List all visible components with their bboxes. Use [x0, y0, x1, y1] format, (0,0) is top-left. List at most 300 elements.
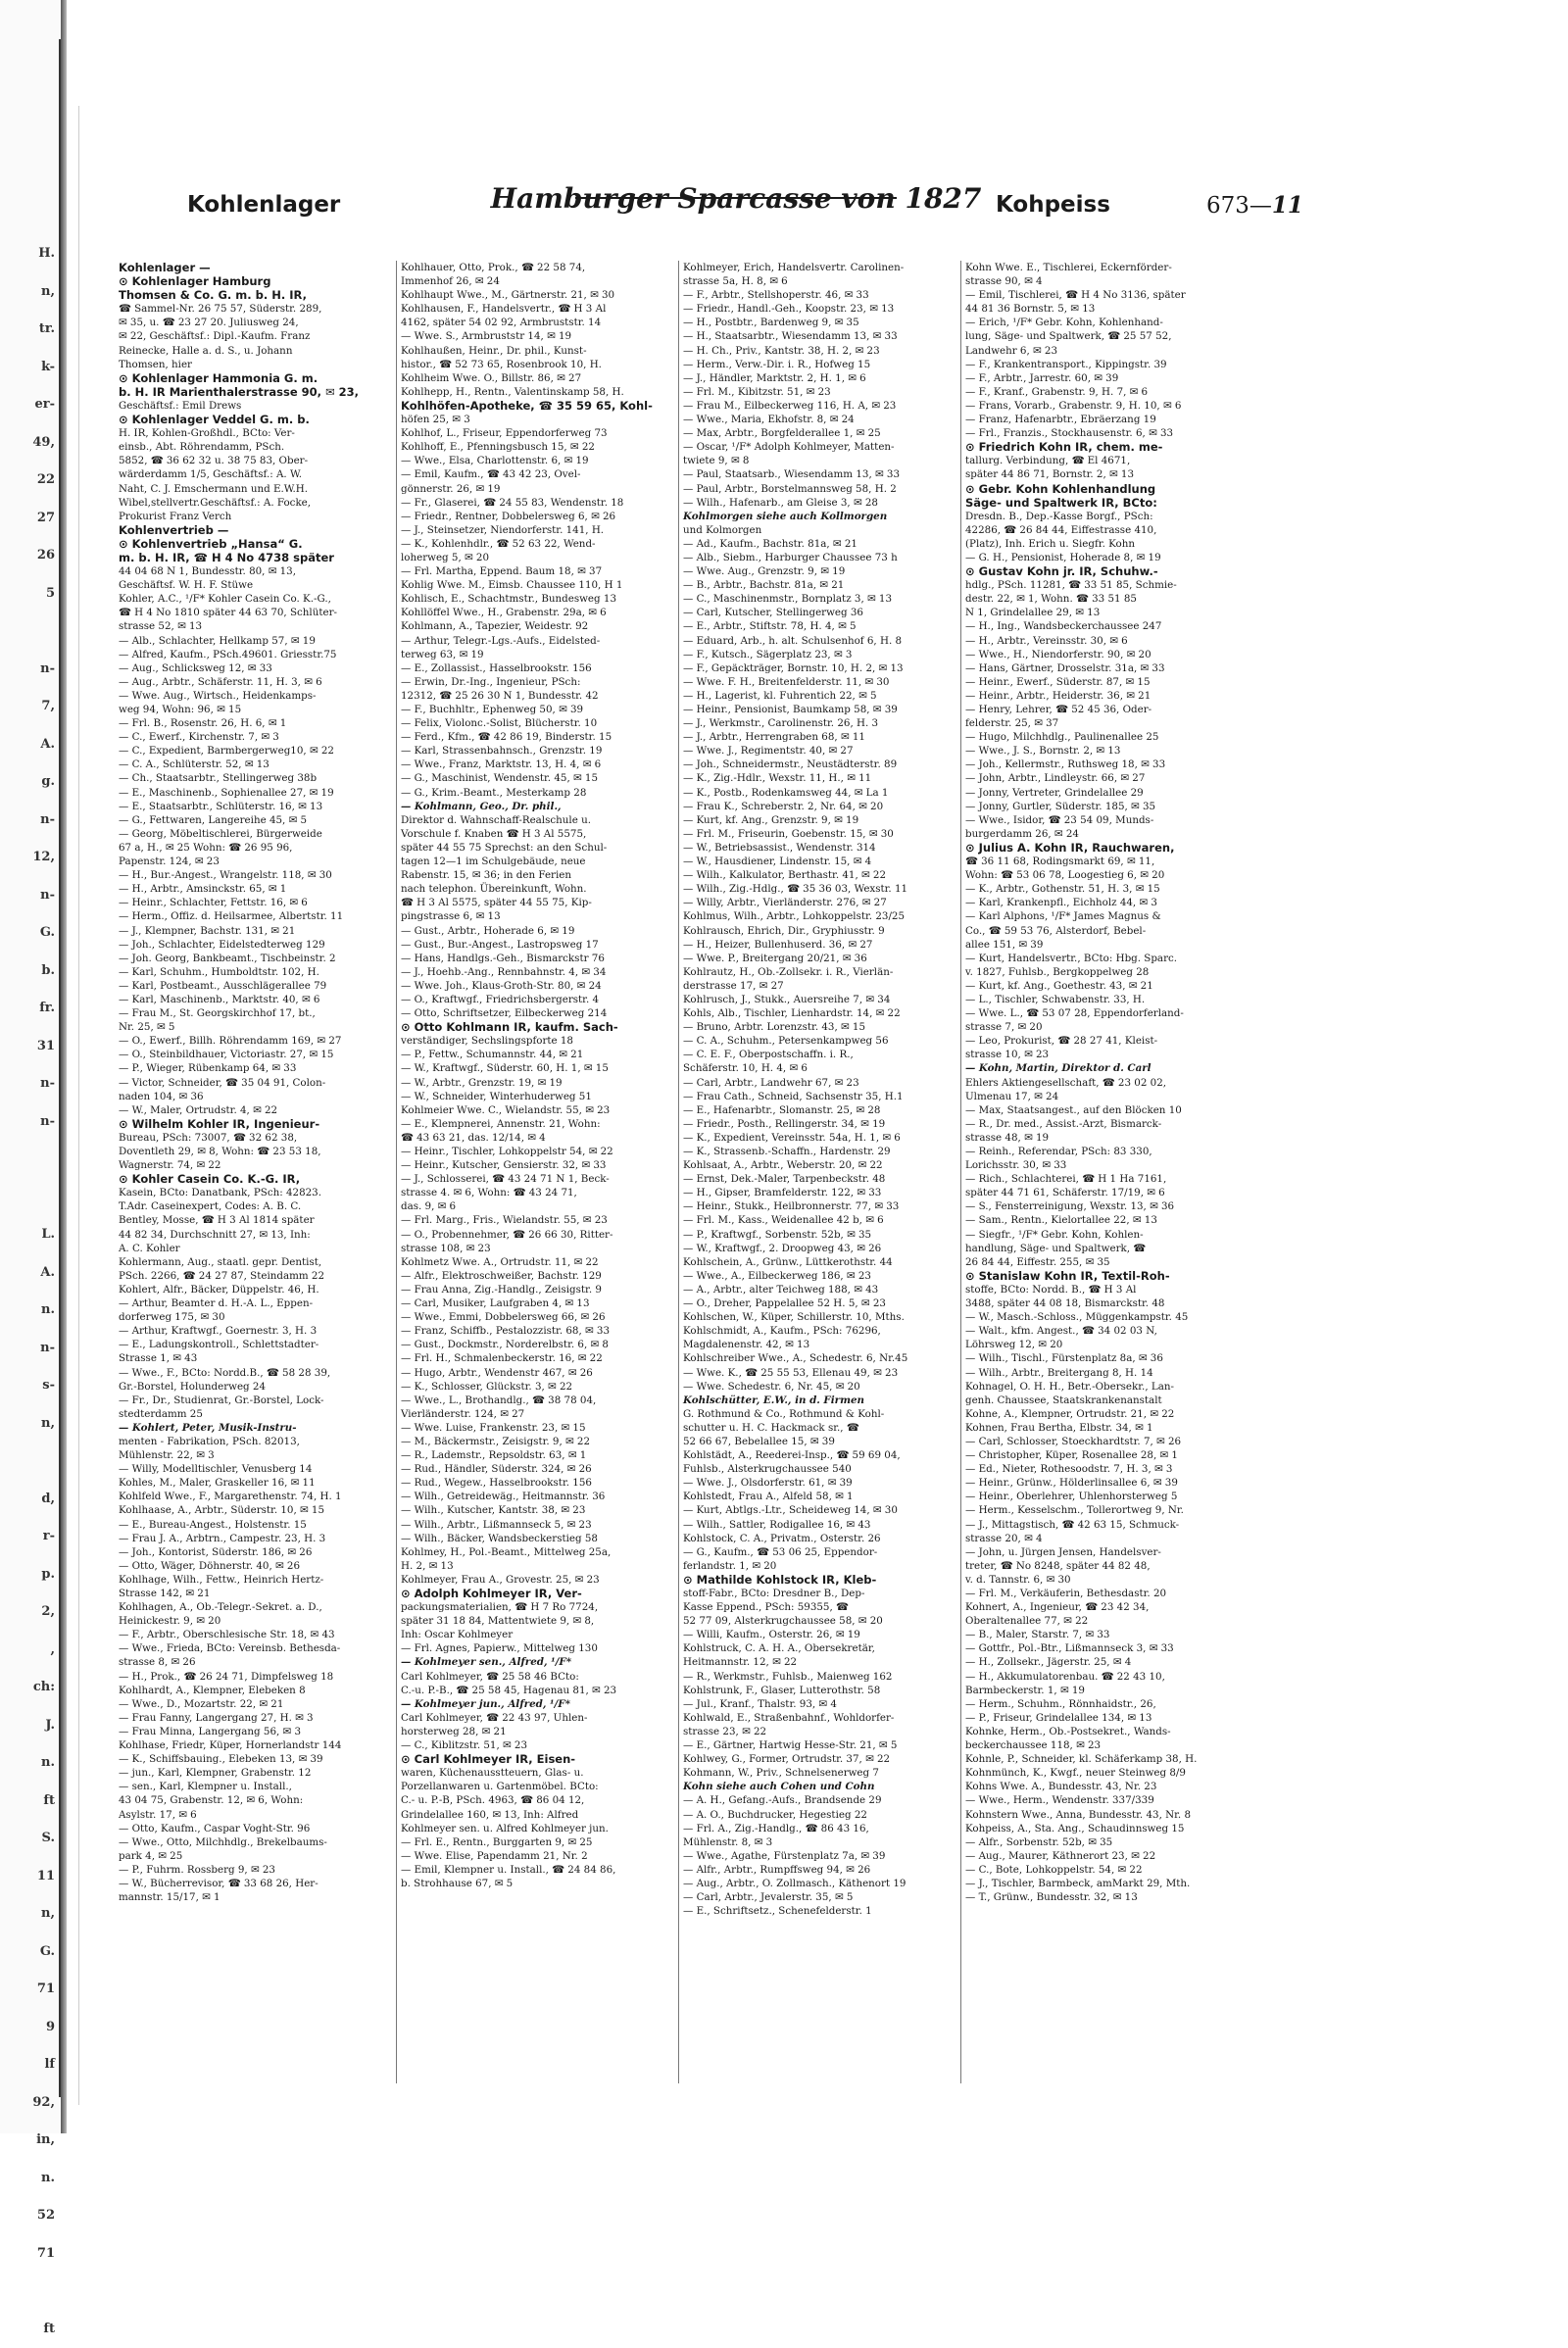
directory-entry-line: — Wilh., Zig.-Hdlg., ☎ 35 36 03, Wexstr. 11 [683, 883, 908, 896]
directory-entry-line: Kohlschmidt, A., Kaufm., PSch: 76296, [683, 1325, 881, 1338]
directory-entry-line: handlung, Säge- und Spaltwerk, ☎ [965, 1242, 1147, 1254]
directory-entry-line: Kohlstruck, C. A. H. A., Obersekretär, [683, 1642, 875, 1655]
directory-entry-line: Asylstr. 17, ✉ 6 [119, 1808, 197, 1821]
directory-entry-line: Kohlhagen, A., Ob.-Telegr.-Sekret. a. D., [119, 1601, 322, 1614]
directory-page [78, 106, 1510, 2105]
directory-entry-line: — E., Schriftsetz., Schenefelderstr. 1 [683, 1905, 872, 1918]
directory-entry-line: — Frans, Vorarb., Grabenstr. 9, H. 10, ✉ 6 [965, 399, 1182, 412]
directory-entry-line: menten - Fabrikation, PSch. 82013, [119, 1435, 300, 1447]
directory-entry-line: — Hugo, Milchhdlg., Paulinenallee 25 [965, 731, 1159, 744]
directory-entry-line: Porzellanwaren u. Gartenmöbel. BCto: [401, 1781, 599, 1793]
directory-entry-line: ⊙ Friedrich Kohn IR, chem. me- [965, 440, 1163, 455]
directory-entry-line: destr. 22, ✉ 1, Wohn. ☎ 33 51 85 [965, 593, 1137, 606]
directory-entry-line: strasse 48, ✉ 19 [965, 1131, 1050, 1144]
directory-entry-line: — Frl. B., Rosenstr. 26, H. 6, ✉ 1 [119, 717, 287, 730]
directory-entry-line: Kohlhaase, A., Arbtr., Süderstr. 10, ✉ 15 [119, 1504, 325, 1517]
directory-entry-line: Ehlers Aktiengesellschaft, ☎ 23 02 02, [965, 1076, 1167, 1089]
directory-entry-line: — Wwe., Franz, Marktstr. 13, H. 4, ✉ 6 [401, 758, 602, 771]
directory-entry-line: — Wilh., Kalkulator, Berthastr. 41, ✉ 22 [683, 869, 887, 882]
directory-entry-line: stoff-Fabr., BCto: Dresdner B., Dep- [683, 1588, 865, 1599]
directory-entry-line: ☎ 43 63 21, das. 12/14, ✉ 4 [401, 1131, 546, 1144]
directory-entry-line: — C. A., Schuhm., Petersenkampweg 56 [683, 1035, 889, 1048]
directory-entry-line: — K., Schlosser, Glückstr. 3, ✉ 22 [401, 1380, 573, 1393]
directory-entry-line: — Wilh., Tischl., Fürstenplatz 8a, ✉ 36 [965, 1352, 1163, 1365]
directory-entry-line: Kohlstrunk, F., Glaser, Lutterothstr. 58 [683, 1684, 881, 1696]
directory-entry-line: Kohn siehe auch Cohen und Cohn [683, 1781, 875, 1793]
directory-entry-line: — Wwe. J., Olsdorferstr. 61, ✉ 39 [683, 1477, 853, 1490]
directory-entry-line: — G., Kaufm., ☎ 53 06 25, Eppendor- [683, 1545, 878, 1558]
directory-entry-line: A. C. Kohler [119, 1242, 180, 1254]
header-right-keyword: Kohpeiss [996, 192, 1110, 218]
header-left-keyword: Kohlenlager [187, 192, 341, 218]
directory-entry-line: Kohlrusch, J., Stukk., Auersreihe 7, ✉ 34 [683, 993, 891, 1005]
directory-entry-line: 26 84 44, Eiffestr. 255, ✉ 35 [965, 1255, 1110, 1268]
directory-entry-line: Magdalenenstr. 42, ✉ 13 [683, 1339, 810, 1351]
directory-entry-line: — F., Kranf., Grabenstr. 9, H. 7, ✉ 6 [965, 385, 1149, 398]
directory-entry-line: — Rud., Wegew., Hasselbrookstr. 156 [401, 1477, 592, 1490]
directory-entry-line: 52 66 67, Bebelallee 15, ✉ 39 [683, 1435, 835, 1447]
directory-entry-line: — Alfred, Kaufm., PSch.49601. Griesstr.75 [119, 648, 337, 660]
directory-entry-line: — Carl, Arbtr., Landwehr 67, ✉ 23 [683, 1076, 859, 1089]
directory-entry-line: — G., Fettwaren, Langereihe 45, ✉ 5 [119, 813, 308, 826]
directory-entry-line: — G., Maschinist, Wendenstr. 45, ✉ 15 [401, 772, 598, 785]
directory-entry-line: — Wwe. Aug., Wirtsch., Heidenkamps- [119, 689, 317, 702]
directory-entry-line: ⊙ Kohlenvertrieb „Hansa“ G. [119, 536, 303, 551]
directory-entry-line: — H., Lagerist, kl. Fuhrentich 22, ✉ 5 [683, 689, 877, 702]
directory-entry-line: — Frl. Marg., Fris., Wielandstr. 55, ✉ 23 [401, 1214, 608, 1227]
directory-entry-line: — Franz, Schiffb., Pestalozzistr. 68, ✉ 33 [401, 1325, 611, 1338]
directory-entry-line: ☎ Sammel-Nr. 26 75 57, Süderstr. 289, [119, 303, 322, 316]
directory-entry-line: Nr. 25, ✉ 5 [119, 1021, 175, 1034]
directory-entry-line: — Heinr., Tischler, Lohkoppelstr 54, ✉ 22 [401, 1146, 613, 1157]
directory-entry-line: — Franz, Hafenarbtr., Ebräerzang 19 [965, 414, 1156, 426]
directory-entry-line: Kohnke, Herm., Ob.-Postsekret., Wands- [965, 1725, 1171, 1737]
book-spine [61, 0, 67, 2133]
directory-entry-line: strasse 7, ✉ 20 [965, 1021, 1043, 1034]
directory-entry-line: — F., Arbtr., Oberschlesische Str. 18, ✉ 43 [119, 1629, 335, 1641]
directory-entry-line: — Emil, Kaufm., ☎ 43 42 23, Ovel- [401, 468, 581, 481]
column-1 [119, 261, 391, 2083]
directory-entry-line: weg 94, Wohn: 96, ✉ 15 [119, 704, 242, 715]
directory-entry-line: ⊙ Kohler Casein Co. K.-G. IR, [119, 1172, 301, 1187]
directory-entry-line: Carl Kohlmeyer, ☎ 22 43 97, Uhlen- [401, 1711, 588, 1724]
directory-entry-line: Strasse 1, ✉ 43 [119, 1352, 198, 1365]
directory-entry-line: — Karl Alphons, ¹/F* James Magnus & [965, 910, 1161, 923]
directory-entry-line: — Kurt, Abtlgs.-Ltr., Scheideweg 14, ✉ 30 [683, 1504, 898, 1517]
directory-entry-line: Inh: Oscar Kohlmeyer [401, 1629, 514, 1641]
directory-entry-line: — O., Kraftwgf., Friedrichsbergerstr. 4 [401, 993, 600, 1005]
directory-entry-line: — J., Werkmstr., Carolinenstr. 26, H. 3 [683, 717, 879, 730]
directory-entry-line: — W., Masch.-Schloss., Müggenkampstr. 45 [965, 1311, 1189, 1324]
directory-entry-line: — P., Friseur, Grindelallee 134, ✉ 13 [965, 1711, 1152, 1724]
directory-entry-line: Säge- und Spaltwerk IR, BCto: [965, 495, 1157, 510]
directory-entry-line: — B., Arbtr., Bachstr. 81a, ✉ 21 [683, 579, 845, 592]
directory-entry-line: Direktor d. Wahnschaff-Realschule u. [401, 813, 591, 826]
directory-entry-line: — Willi, Kaufm., Osterstr. 26, ✉ 19 [683, 1629, 860, 1641]
directory-entry-line: — E., Bureau-Angest., Holstenstr. 15 [119, 1518, 307, 1531]
directory-entry-line: Kohlwald, E., Straßenbahnf., Wohldorfer- [683, 1711, 895, 1724]
directory-entry-line: — Joh., Schlachter, Eidelstedterweg 129 [119, 938, 325, 951]
directory-entry-line: — J., Tischler, Barmbeck, amMarkt 29, Mth. [965, 1877, 1191, 1889]
directory-entry-line: nach telephon. Übereinkunft, Wohn. [401, 883, 587, 896]
directory-entry-line: — Frau Minna, Langergang 56, ✉ 3 [119, 1725, 302, 1737]
directory-entry-line: — Joh., Schneidermstr., Neustädterstr. 89 [683, 758, 898, 771]
directory-entry-line: Kohlmey, H., Pol.-Beamt., Mittelweg 25a, [401, 1545, 612, 1558]
directory-entry-line: ⊙ Gebr. Kohn Kohlenhandlung [965, 481, 1156, 496]
directory-entry-line: — sen., Karl, Klempner u. Install., [119, 1781, 292, 1793]
directory-entry-line: — Herm., Schuhm., Rönnhaidstr., 26, [965, 1697, 1156, 1710]
directory-entry-line: schutter u. H. C. Hackmack sr., ☎ [683, 1421, 859, 1434]
directory-entry-line: — John, Arbtr., Lindleystr. 66, ✉ 27 [965, 772, 1146, 785]
directory-entry-line: — E., Klempnerei, Annenstr. 21, Wohn: [401, 1117, 601, 1130]
directory-entry-line: tallurg. Verbindung, ☎ El 4671, [965, 455, 1131, 467]
directory-entry-line: — Wwe., Agathe, Fürstenplatz 7a, ✉ 39 [683, 1849, 886, 1862]
directory-entry-line: — jun., Karl, Klempner, Grabenstr. 12 [119, 1767, 312, 1780]
directory-entry-line: — Frl. A., Zig.-Handlg., ☎ 86 43 16, [683, 1822, 869, 1834]
directory-entry-line: — J., Händler, Marktstr. 2, H. 1, ✉ 6 [683, 371, 866, 384]
directory-entry-line: Rabenstr. 15, ✉ 36; in den Ferien [401, 869, 572, 882]
directory-entry-line: — Carl, Arbtr., Jevalerstr. 35, ✉ 5 [683, 1891, 854, 1904]
directory-entry-line: — H., Zollsekr., Jägerstr. 25, ✉ 4 [965, 1656, 1132, 1669]
directory-entry-line: — Fr., Dr., Studienrat, Gr.-Borstel, Lock- [119, 1394, 324, 1406]
directory-entry-line: — H., Postbtr., Bardenweg 9, ✉ 35 [683, 317, 859, 329]
directory-entry-line: — F., Buchhltr., Ephenweg 50, ✉ 39 [401, 704, 584, 715]
directory-entry-line: — Kurt, kf. Ang., Goethestr. 43, ✉ 21 [965, 979, 1153, 992]
directory-entry-line: — Herm., Kesselschm., Tollerortweg 9, Nr. [965, 1504, 1184, 1517]
directory-entry-line: — Felix, Violonc.-Solist, Blücherstr. 10 [401, 717, 598, 730]
directory-entry-line: — Hans, Handlgs.-Geh., Bismarckstr 76 [401, 952, 605, 964]
directory-entry-line: — K., Schiffsbauing., Elebeken 13, ✉ 39 [119, 1753, 323, 1766]
directory-entry-line: N 1, Grindelallee 29, ✉ 13 [965, 607, 1101, 619]
directory-entry-line: und Kolmorgen [683, 523, 762, 536]
directory-entry-line: — Arthur, Kraftwgf., Goernestr. 3, H. 3 [119, 1325, 318, 1338]
directory-entry-line: Landwehr 6, ✉ 23 [965, 344, 1058, 357]
directory-entry-line: — K., Arbtr., Gothenstr. 51, H. 3, ✉ 15 [965, 883, 1160, 896]
directory-entry-line: — Kurt, Handelsvertr., BCto: Hbg. Sparc. [965, 952, 1178, 964]
directory-entry-line: PSch. 2266, ☎ 24 27 87, Steindamm 22 [119, 1269, 325, 1282]
directory-entry-line: — Henry, Lehrer, ☎ 52 45 36, Oder- [965, 704, 1152, 715]
directory-entry-line: — Wwe. J., Regimentstr. 40, ✉ 27 [683, 745, 854, 758]
directory-entry-line: — E., Arbtr., Stiftstr. 78, H. 4, ✉ 5 [683, 620, 857, 633]
directory-entry-line: — W., Betriebsassist., Wendenstr. 314 [683, 841, 876, 854]
directory-entry-line: Vorschule f. Knaben ☎ H 3 Al 5575, [401, 827, 587, 840]
directory-entry-line: — F., Arbtr., Jarrestr. 60, ✉ 39 [965, 371, 1119, 384]
directory-entry-line: — H., Bur.-Angest., Wrangelstr. 118, ✉ 30 [119, 869, 332, 882]
directory-entry-line: — Wwe., J. S., Bornstr. 2, ✉ 13 [965, 745, 1121, 758]
directory-entry-line: — Heinr., Oberlehrer, Uhlenhorsterweg 5 [965, 1491, 1178, 1503]
directory-entry-line: hdlg., PSch. 11281, ☎ 33 51 85, Schmie- [965, 579, 1177, 592]
directory-entry-line: Kohlstock, C. A., Privatm., Osterstr. 26 [683, 1532, 881, 1544]
directory-entry-line: H. 2, ✉ 13 [401, 1559, 454, 1572]
directory-entry-line: Kohlrausch, Ehrich, Dir., Gryphiusstr. 9 [683, 924, 885, 937]
directory-entry-line: — S., Fensterreinigung, Wexstr. 13, ✉ 36 [965, 1200, 1175, 1213]
directory-entry-line: 67 a, H., ✉ 25 Wohn: ☎ 26 95 96, [119, 841, 293, 854]
directory-entry-line: — Frau Fanny, Langergang 27, H. ✉ 3 [119, 1711, 314, 1724]
directory-entry-line: — P., Fuhrm. Rossberg 9, ✉ 23 [119, 1863, 275, 1876]
directory-entry-line: — Frau K., Schreberstr. 2, Nr. 64, ✉ 20 [683, 800, 884, 812]
directory-entry-line: Kohnagel, O. H. H., Betr.-Obersekr., Lan- [965, 1380, 1174, 1393]
directory-entry-line: — W., Kraftwgf., Süderstr. 60, H. 1, ✉ 15 [401, 1062, 609, 1075]
directory-entry-line: 44 81 36 Bornstr. 5, ✉ 13 [965, 303, 1096, 316]
directory-entry-line: — P., Kraftwgf., Sorbenstr. 52b, ✉ 35 [683, 1228, 872, 1241]
directory-entry-line: — B., Maler, Starstr. 7, ✉ 33 [965, 1629, 1110, 1641]
facing-page-edge [0, 39, 62, 2336]
directory-entry-line: — Wilh., Bäcker, Wandsbeckerstieg 58 [401, 1532, 598, 1544]
directory-entry-line: ☎ H 3 Al 5575, später 44 55 75, Kip- [401, 897, 592, 909]
page-header [109, 165, 1481, 233]
directory-entry-line: Co., ☎ 59 53 76, Alsterdorf, Bebel- [965, 924, 1147, 937]
directory-entry-line: Kohlstädt, A., Reederei-Insp., ☎ 59 69 04, [683, 1449, 901, 1462]
directory-entry-line: Heitmannstr. 12, ✉ 22 [683, 1656, 798, 1669]
directory-entry-line: — Heinr., Stukk., Heilbronnerstr. 77, ✉ 33 [683, 1200, 900, 1213]
directory-entry-line: — Leo, Prokurist, ☎ 28 27 41, Kleist- [965, 1035, 1158, 1048]
directory-entry-line: später 44 71 61, Schäferstr. 17/19, ✉ 6 [965, 1187, 1165, 1199]
directory-entry-line: — Rud., Händler, Süderstr. 324, ✉ 26 [401, 1463, 592, 1476]
directory-entry-line: — O., Dreher, Pappelallee 52 H. 5, ✉ 23 [683, 1297, 886, 1310]
directory-entry-line: treter, ☎ No 8248, später 44 82 48, [965, 1559, 1151, 1572]
directory-entry-line: — Wwe. L., ☎ 53 07 28, Eppendorferland- [965, 1007, 1184, 1020]
directory-entry-line: — Jul., Kranf., Thalstr. 93, ✉ 4 [683, 1697, 837, 1710]
directory-entry-line: — G., Krim.-Beamt., Mesterkamp 28 [401, 786, 587, 799]
column-divider [960, 261, 961, 2083]
directory-entry-line: — H., Prok., ☎ 26 24 71, Dimpfelsweg 18 [119, 1670, 334, 1683]
directory-entry-line: Kohlhaupt Wwe., M., Gärtnerstr. 21, ✉ 30 [401, 289, 615, 302]
directory-entry-line: waren, Küchenausstteuern, Glas- u. [401, 1767, 584, 1780]
directory-entry-line: — Carl, Musiker, Laufgraben 4, ✉ 13 [401, 1297, 590, 1310]
directory-entry-line: ⊙ Kohlenlager Hammonia G. m. [119, 370, 318, 385]
directory-entry-line: — K., Zig.-Hdlr., Wexstr. 11, H., ✉ 11 [683, 772, 872, 785]
directory-entry-line: — Frau J. A., Arbtrn., Campestr. 23, H. 3 [119, 1532, 326, 1544]
directory-entry-line: — M., Bäckermstr., Zeisigstr. 9, ✉ 22 [401, 1435, 591, 1447]
directory-entry-line: Kasse Eppend., PSch: 59355, ☎ [683, 1601, 849, 1614]
directory-entry-line: — Wwe. Elise, Papendamm 21, Nr. 2 [401, 1849, 588, 1862]
directory-entry-line: G. Rothmund & Co., Rothmund & Kohl- [683, 1407, 885, 1420]
directory-entry-line: — Ch., Staatsarbtr., Stellingerweg 38b [119, 772, 318, 785]
directory-entry-line: — Reinh., Referendar, PSch: 83 330, [965, 1146, 1152, 1157]
directory-entry-line: — Wwe. Joh., Klaus-Groth-Str. 80, ✉ 24 [401, 979, 602, 992]
sparcasse-logo [490, 165, 982, 227]
directory-entry-line: — C., Expedient, Barmbergerweg10, ✉ 22 [119, 745, 334, 758]
directory-entry-line: — Fr., Glaserei, ☎ 24 55 83, Wendenstr. 18 [401, 496, 624, 509]
directory-entry-line: — Wwe. F. H., Breitenfelderstr. 11, ✉ 30 [683, 675, 890, 688]
directory-entry-line: Oberaltenallee 77, ✉ 22 [965, 1615, 1089, 1628]
directory-entry-line: 44 82 34, Durchschnitt 27, ✉ 13, Inh: [119, 1228, 311, 1241]
directory-entry-line: Kohnstern Wwe., Anna, Bundesstr. 43, Nr. 8 [965, 1808, 1192, 1821]
directory-entry-line: Immenhof 26, ✉ 24 [401, 275, 500, 288]
directory-entry-line: horsterweg 28, ✉ 21 [401, 1725, 507, 1737]
directory-entry-line: — Gust., Dockmstr., Norderelbstr. 6, ✉ 8 [401, 1339, 609, 1351]
directory-entry-line: — F., Krankentransport., Kippingstr. 39 [965, 358, 1167, 370]
directory-entry-line: — H., Staatsarbtr., Wiesendamm 13, ✉ 33 [683, 330, 898, 343]
directory-entry-line: — Frau M., Eilbeckerweg 116, H. A, ✉ 23 [683, 399, 897, 412]
directory-entry-line: Geschäftsf.: Emil Drews [119, 399, 242, 412]
directory-entry-line: — E., Maschinenb., Sophienallee 27, ✉ 19 [119, 786, 334, 799]
directory-entry-line: — Max, Arbtr., Borgfelderallee 1, ✉ 25 [683, 427, 881, 440]
page-number-suffix: 11 [1271, 192, 1303, 219]
directory-entry-line: — J., Hoehb.-Ang., Rennbahnstr. 4, ✉ 34 [401, 965, 607, 978]
directory-entry-line: Bureau, PSch: 73007, ☎ 32 62 38, [119, 1131, 298, 1144]
directory-entry-line: Kohlmetz Wwe. A., Ortrudstr. 11, ✉ 22 [401, 1255, 599, 1268]
directory-entry-line: — Frl. Agnes, Papierw., Mittelweg 130 [401, 1642, 598, 1655]
directory-entry-line: — Heinr., Kutscher, Gensierstr. 32, ✉ 33 [401, 1159, 607, 1172]
directory-entry-line: — Aug., Arbtr., Schäferstr. 11, H. 3, ✉ 6 [119, 675, 322, 688]
directory-entry-line: — Kohlmeyer sen., Alfred, ¹/F* [401, 1656, 572, 1669]
directory-entry-line: Kohlhausen, F., Handelsvertr., ☎ H 3 Al [401, 303, 607, 316]
directory-entry-line: später 31 18 84, Mattentwiete 9, ✉ 8, [401, 1615, 595, 1628]
directory-entry-line: — W., Maler, Ortrudstr. 4, ✉ 22 [119, 1103, 278, 1116]
directory-entry-line: allee 151, ✉ 39 [965, 938, 1044, 951]
directory-entry-line: — K., Postb., Rodenkamsweg 44, ✉ La 1 [683, 786, 889, 799]
directory-entry-line: — C. A., Schlüterstr. 52, ✉ 13 [119, 758, 270, 771]
directory-entry-line: — Wwe., Maria, Ekhofstr. 8, ✉ 24 [683, 414, 855, 426]
directory-entry-line: Kohlhauer, Otto, Prok., ☎ 22 58 74, [401, 262, 586, 273]
directory-entry-line: — Wwe., L., Brothandlg., ☎ 38 78 04, [401, 1394, 597, 1406]
directory-entry-line: — C., Bote, Lohkoppelstr. 54, ✉ 22 [965, 1863, 1143, 1876]
directory-entry-line: b. H. IR Marienthalerstrasse 90, ✉ 23, [119, 384, 360, 399]
directory-entry-line: — Heinr., Pensionist, Baumkamp 58, ✉ 39 [683, 704, 898, 715]
directory-entry-line: — Frau Cath., Schneid, Sachsenstr 35, H.1 [683, 1090, 904, 1102]
directory-entry-line: 5852, ☎ 36 62 32 u. 38 75 83, Ober- [119, 455, 309, 467]
directory-entry-line: — E., Hafenarbtr., Slomanstr. 25, ✉ 28 [683, 1103, 881, 1116]
directory-entry-line: — Wwe. Schedestr. 6, Nr. 45, ✉ 20 [683, 1380, 860, 1393]
directory-entry-line: lung, Säge- und Spaltwerk, ☎ 25 57 52, [965, 330, 1172, 343]
page-number [1206, 192, 1303, 219]
directory-entry-line: Mühlenstr. 22, ✉ 3 [119, 1449, 215, 1462]
directory-entry-line: Kohlmus, Wilh., Arbtr., Lohkoppelstr. 23/25 [683, 910, 906, 923]
directory-entry-line: ⊙ Stanislaw Kohn IR, Textil-Roh- [965, 1268, 1170, 1283]
directory-entry-line: — Heinr., Arbtr., Heiderstr. 36, ✉ 21 [965, 689, 1152, 702]
directory-entry-line: — Walt., kfm. Angest., ☎ 34 02 03 N, [965, 1325, 1157, 1338]
directory-entry-line: — L., Tischler, Schwabenstr. 33, H. [965, 993, 1146, 1005]
directory-entry-line: histor., ☎ 52 73 65, Rosenbrook 10, H. [401, 358, 602, 370]
directory-entry-line: Kohnen, Frau Bertha, Elbstr. 34, ✉ 1 [965, 1421, 1153, 1434]
directory-entry-line: — Frl., Franzis., Stockhausenstr. 6, ✉ 33 [965, 427, 1174, 440]
directory-entry-line: Kohnert, A., Ingenieur, ☎ 23 42 34, [965, 1601, 1150, 1614]
directory-entry-line: ⊙ Wilhelm Kohler IR, Ingenieur- [119, 1116, 320, 1131]
directory-entry-line: — Friedr., Handl.-Geh., Koopstr. 23, ✉ 13 [683, 303, 895, 316]
directory-entry-line: — Frl. H., Schmalenbeckerstr. 16, ✉ 22 [401, 1352, 603, 1365]
directory-entry-line: Kohlmeyer, Frau A., Grovestr. 25, ✉ 23 [401, 1573, 600, 1586]
directory-entry-line: — Kohn, Martin, Direktor d. Carl [965, 1062, 1152, 1075]
directory-entry-line: 43 04 75, Grabenstr. 12, ✉ 6, Wohn: [119, 1794, 304, 1807]
directory-entry-line: — E., Ladungskontroll., Schlettstadter- [119, 1339, 319, 1351]
directory-entry-line: Kohlhase, Friedr, Küper, Hornerlandstr 144 [119, 1739, 342, 1752]
directory-entry-line: — Carl, Kutscher, Stellingerweg 36 [683, 607, 863, 619]
directory-entry-line: — E., Zollassist., Hasselbrookstr. 156 [401, 661, 592, 674]
directory-entry-line: — Wwe., Herm., Wendenstr. 337/339 [965, 1794, 1154, 1807]
directory-entry-line: ☎ H 4 No 1810 später 44 63 70, Schlüter- [119, 607, 337, 619]
directory-entry-line: — Wwe., H., Niendorferstr. 90, ✉ 20 [965, 648, 1152, 660]
directory-entry-line: Barmbeckerstr. 1, ✉ 19 [965, 1684, 1085, 1696]
directory-entry-line: b. Strohhause 67, ✉ 5 [401, 1877, 514, 1889]
directory-entry-line: — Wwe., D., Mozartstr. 22, ✉ 21 [119, 1697, 284, 1710]
directory-entry-line: Kohpeiss, A., Sta. Ang., Schaudinnsweg 15 [965, 1822, 1185, 1834]
directory-entry-line: — Gottfr., Pol.-Btr., Lißmannseck 3, ✉ 33 [965, 1642, 1174, 1655]
column-3 [683, 261, 956, 2083]
directory-entry-line: — Heinr., Schlachter, Fettstr. 16, ✉ 6 [119, 897, 308, 909]
directory-entry-line: — F., Arbtr., Stellshoperstr. 46, ✉ 33 [683, 289, 869, 302]
directory-entry-line: ⊙ Julius A. Kohn IR, Rauchwaren, [965, 840, 1175, 855]
directory-entry-line: — E., Staatsarbtr., Schlüterstr. 16, ✉ 13 [119, 800, 323, 812]
directory-entry-line: tagen 12—1 im Schulgebäude, neue [401, 856, 586, 868]
directory-entry-line: — Ferd., Kfm., ☎ 42 86 19, Binderstr. 15 [401, 731, 612, 744]
directory-entry-line: — H., Akkumulatorenbau. ☎ 22 43 10, [965, 1670, 1165, 1683]
directory-entry-line: — R., Lademstr., Repsoldstr. 63, ✉ 1 [401, 1449, 587, 1462]
directory-entry-line: — W., Schneider, Winterhuderweg 51 [401, 1090, 592, 1102]
directory-entry-line: Kohlhöfen-Apotheke, ☎ 35 59 65, Kohl- [401, 398, 653, 413]
directory-entry-line: burgerdamm 26, ✉ 24 [965, 827, 1079, 840]
facing-page-text: H. n, tr. k- er- 49, 22 27 26 5 n- 7, A. g. n- 12, n- G. b. fr. 31 n- n- L. A. n. n- s- n, d, r- p. 2, , ch: J. n. ft S. 11 n, G. 71 9 lf 92, in, n. 52 71 ft [32, 246, 55, 2336]
column-2 [401, 261, 673, 2083]
directory-entry-line: ⊙ Kohlenlager Hamburg [119, 274, 271, 289]
directory-entry-line: Kohlsaat, A., Arbtr., Weberstr. 20, ✉ 22 [683, 1159, 883, 1172]
directory-entry-line: Kohlschen, W., Küper, Schillerstr. 10, Mths. [683, 1311, 905, 1324]
directory-entry-line: — Joh., Kontorist, Süderstr. 186, ✉ 26 [119, 1545, 313, 1558]
directory-entry-line: — J., Klempner, Bachstr. 131, ✉ 21 [119, 924, 296, 937]
directory-entry-line: — G. H., Pensionist, Hoherade 8, ✉ 19 [965, 551, 1161, 563]
directory-entry-line: ☎ 36 11 68, Rodingsmarkt 69, ✉ 11, [965, 856, 1155, 868]
directory-columns [119, 261, 1483, 2083]
sparcasse-logo-text: Hamburger Sparcasse von 1827 [490, 182, 982, 215]
directory-entry-line: Kohmann, W., Priv., Schnelsenerweg 7 [683, 1767, 879, 1780]
directory-entry-line: — T., Grünw., Bundesstr. 32, ✉ 13 [965, 1891, 1138, 1904]
directory-entry-line: Dresdn. B., Dep.-Kasse Borgf., PSch: [965, 510, 1153, 522]
directory-entry-line: ⊙ Carl Kohlmeyer IR, Eisen- [401, 1752, 576, 1767]
directory-entry-line: — Arthur, Telegr.-Lgs.-Aufs., Eidelsted- [401, 634, 601, 647]
directory-entry-line: Wohn: ☎ 53 06 78, Loogestieg 6, ✉ 20 [965, 869, 1165, 882]
directory-entry-line: — Kohlmann, Geo., Dr. phil., [401, 800, 562, 812]
directory-entry-line: Prokurist Franz Verch [119, 510, 232, 522]
directory-entry-line: — Jonny, Gurtler, Süderstr. 185, ✉ 35 [965, 800, 1156, 812]
directory-entry-line: — J., Arbtr., Herrengraben 68, ✉ 11 [683, 731, 865, 744]
directory-entry-line: (Platz), Inh. Erich u. Siegfr. Kohn [965, 537, 1136, 550]
directory-entry-line: — P., Wieger, Rübenkamp 64, ✉ 33 [119, 1062, 297, 1075]
directory-entry-line: Kohn Wwe. E., Tischlerei, Eckernförder- [965, 262, 1172, 273]
directory-entry-line: — E., Gärtner, Hartwig Hesse-Str. 21, ✉ 5 [683, 1739, 898, 1752]
directory-entry-line: Kohlmann, A., Tapezier, Weidestr. 92 [401, 620, 589, 633]
directory-entry-line: — F., Kutsch., Sägerplatz 23, ✉ 3 [683, 648, 853, 660]
directory-entry-line: strasse 90, ✉ 4 [965, 275, 1043, 288]
directory-entry-line: Kohlhoff, E., Pfenningsbusch 15, ✉ 22 [401, 441, 595, 454]
directory-entry-line: 42286, ☎ 26 84 44, Eiffestrasse 410, [965, 523, 1157, 536]
directory-entry-line: Kohlig Wwe. M., Eimsb. Chaussee 110, H 1 [401, 579, 623, 592]
directory-entry-line: — Alb., Siebm., Harburger Chaussee 73 h [683, 551, 898, 563]
directory-entry-line: strasse 10, ✉ 23 [965, 1049, 1050, 1061]
directory-entry-line: ✉ 22, Geschäftsf.: Dipl.-Kaufm. Franz [119, 330, 311, 343]
directory-entry-line: — W., Hausdiener, Lindenstr. 15, ✉ 4 [683, 856, 872, 868]
directory-entry-line: — J., Steinsetzer, Niendorferstr. 141, H. [401, 523, 605, 536]
directory-entry-line: das. 9, ✉ 6 [401, 1200, 457, 1213]
directory-entry-line: — Emil, Tischlerei, ☎ H 4 No 3136, später [965, 289, 1186, 302]
directory-entry-line: — Karl, Krankenpfl., Eichholz 44, ✉ 3 [965, 897, 1157, 909]
directory-entry-line: — Eduard, Arb., h. alt. Schulsenhof 6, H. 8 [683, 634, 903, 647]
directory-entry-line: — Frl. M., Verkäuferin, Bethesdastr. 20 [965, 1588, 1167, 1599]
directory-entry-line: — Karl, Maschinenb., Marktstr. 40, ✉ 6 [119, 993, 320, 1005]
directory-entry-line: Geschäftsf. W. H. F. Stüwe [119, 579, 254, 592]
directory-entry-line: — Kurt, kf. Ang., Grenzstr. 9, ✉ 19 [683, 813, 859, 826]
directory-entry-line: Naht, C. J. Emschermann und E.W.H. [119, 482, 309, 495]
directory-entry-line: — Kohlmeyer jun., Alfred, ¹/F* [401, 1697, 570, 1710]
directory-entry-line: Kohnmünch, K., Kwgf., neuer Steinweg 8/9 [965, 1767, 1186, 1780]
directory-entry-line: — Arthur, Beamter d. H.-A. L., Eppen- [119, 1297, 314, 1310]
column-divider [396, 261, 397, 2083]
directory-entry-line: Kohlrautz, H., Ob.-Zollsekr. i. R., Vierlän- [683, 965, 894, 978]
directory-entry-line: 52 77 09, Alsterkrugchaussee 58, ✉ 20 [683, 1615, 883, 1628]
directory-entry-line: Kohlheim Wwe. O., Billstr. 86, ✉ 27 [401, 371, 582, 384]
directory-entry-line: — K., Expedient, Vereinsstr. 54a, H. 1, ✉ 6 [683, 1131, 901, 1144]
directory-entry-line: packungsmaterialien, ☎ H 7 Ro 7724, [401, 1601, 599, 1614]
directory-entry-line: — Heinr., Grünw., Hölderlinsallee 6, ✉ 39 [965, 1477, 1178, 1490]
